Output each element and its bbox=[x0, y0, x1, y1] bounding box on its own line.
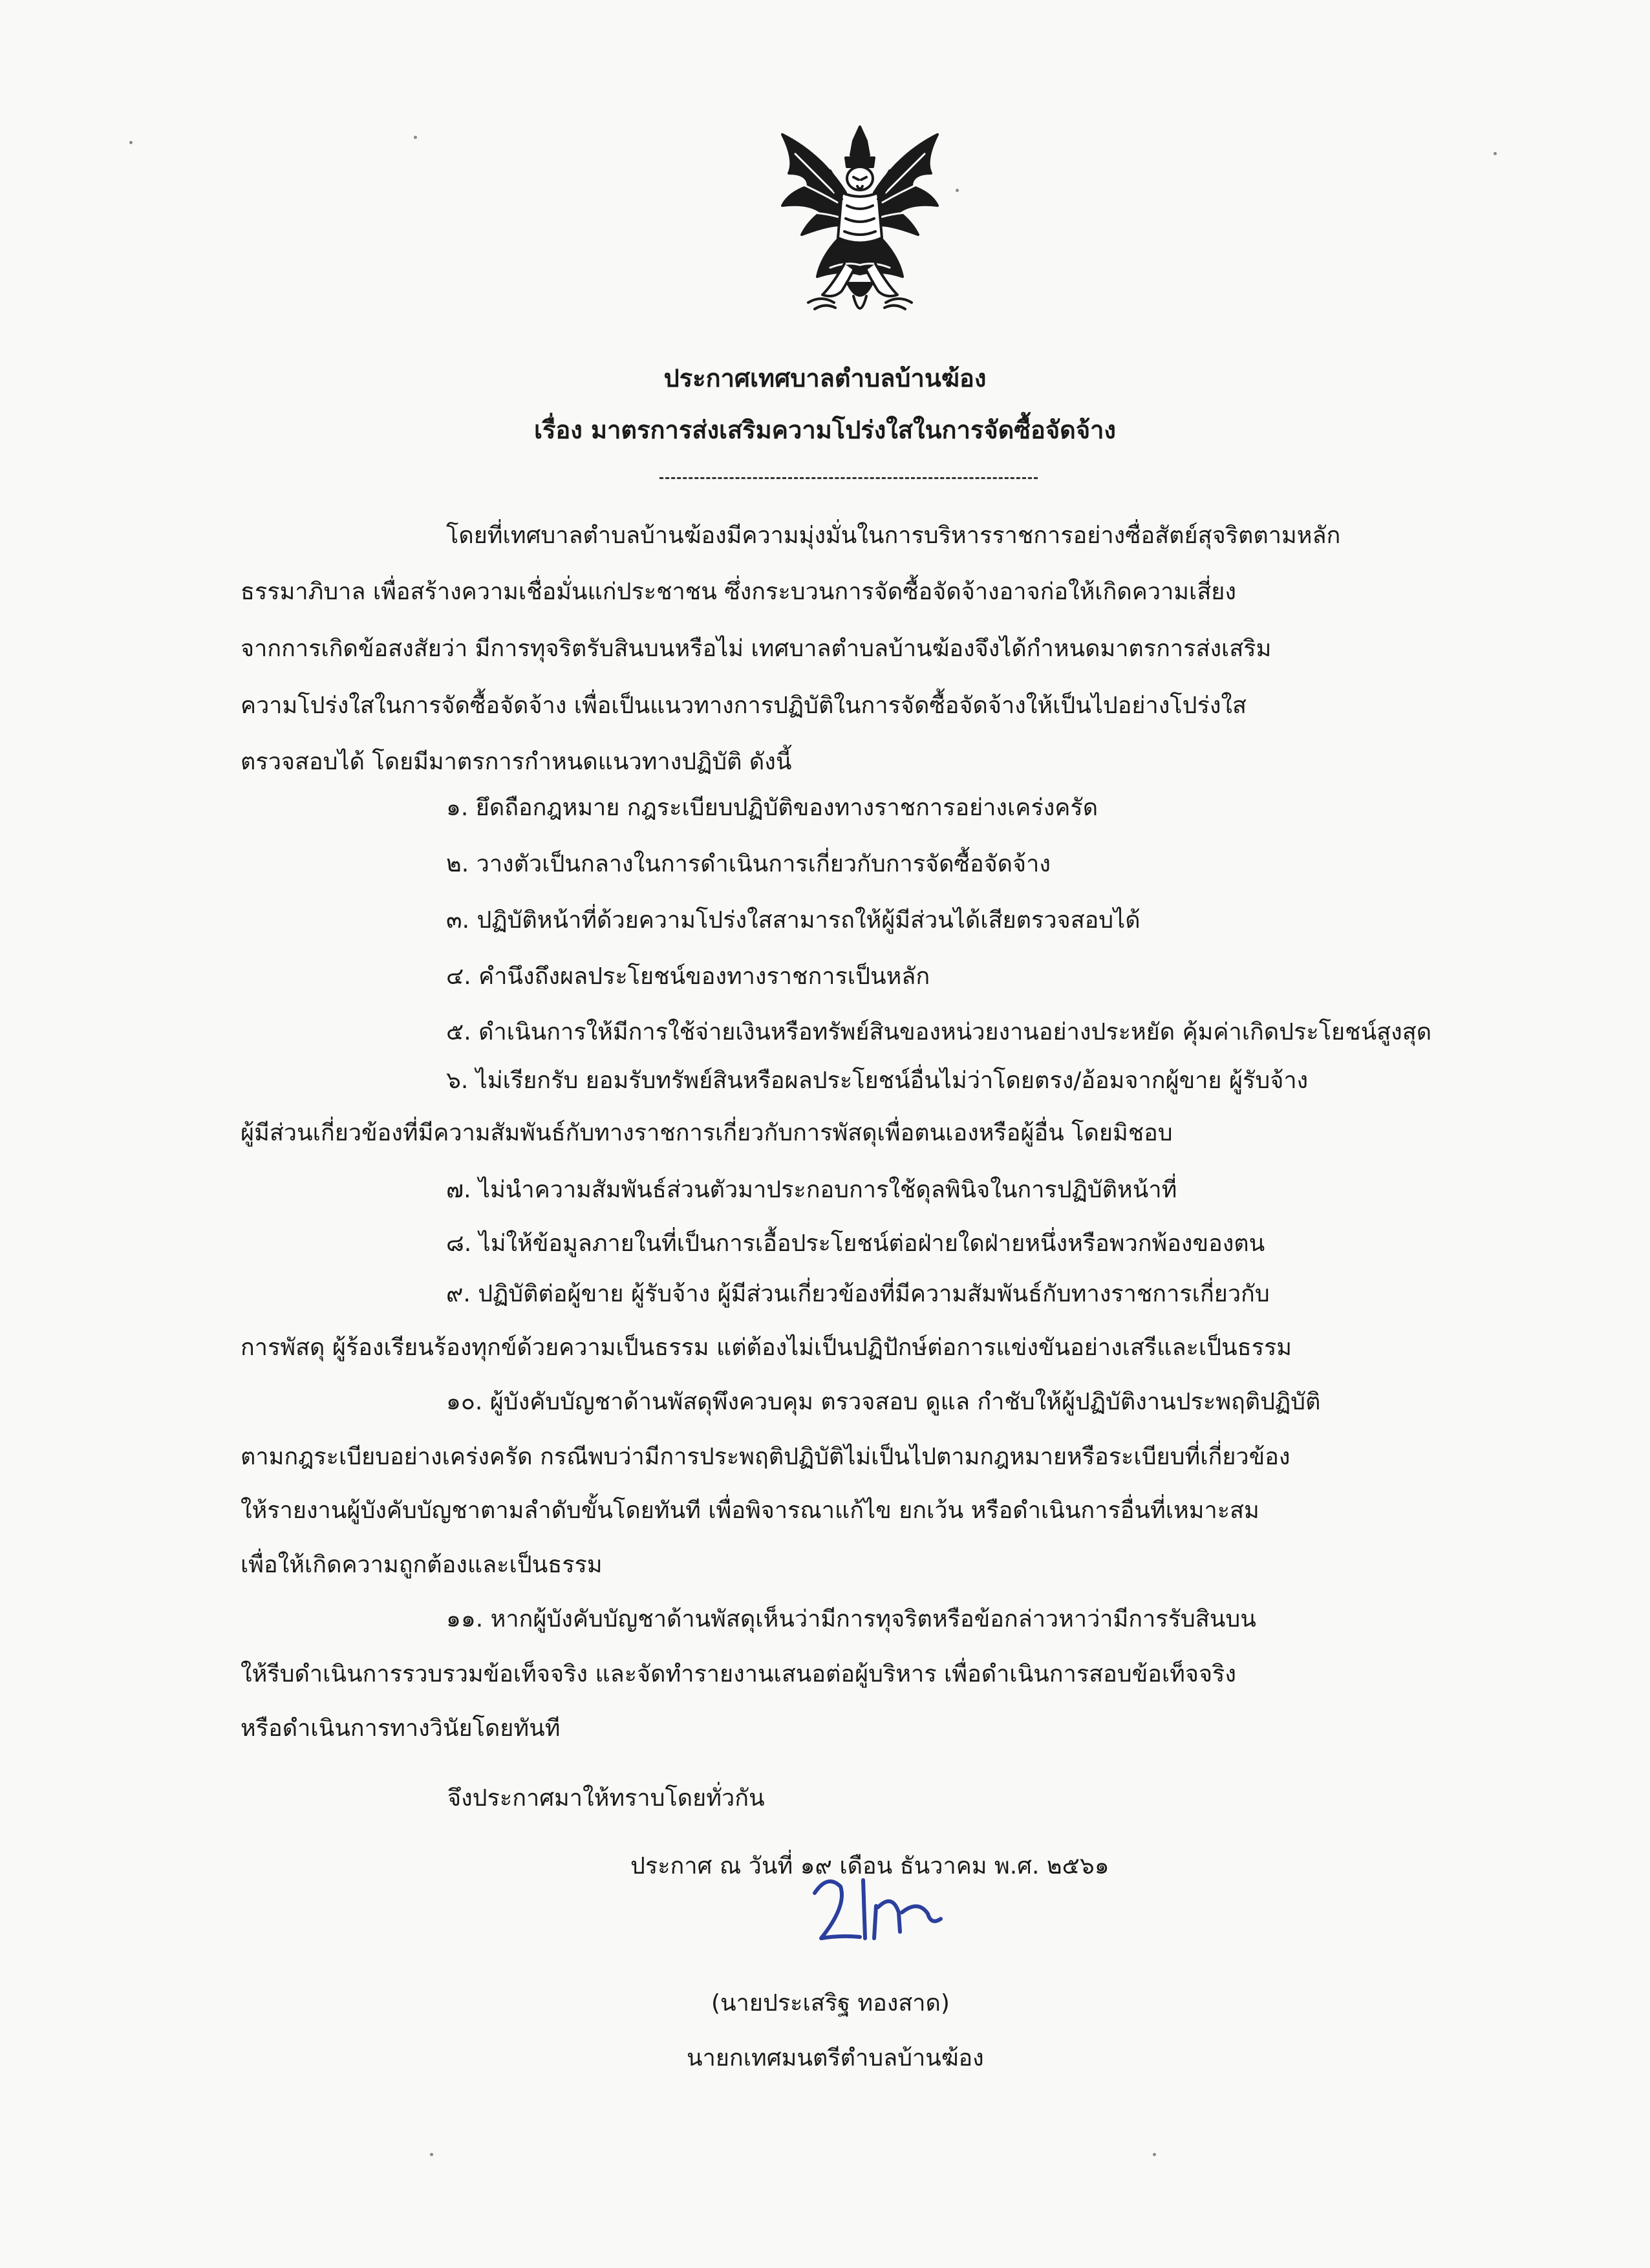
measure-item: ๓. ปฏิบัติหน้าที่ด้วยความโปร่งใสสามารถให้ผู้มีส่วนได้เสียตรวจสอบได้ bbox=[446, 907, 1141, 934]
measure-item: ๘. ไม่ให้ข้อมูลภายในที่เป็นการเอื้อประโยชน์ต่อฝ่ายใดฝ่ายหนึ่งหรือพวกพ้องของตน bbox=[446, 1230, 1265, 1257]
scan-speck bbox=[1494, 152, 1497, 155]
measure-item: ๖. ไม่เรียกรับ ยอมรับทรัพย์สินหรือผลประโยชน์อื่นไม่ว่าโดยตรง/อ้อมจากผู้ขาย ผู้รับจ้าง bbox=[446, 1067, 1309, 1094]
intro-line: ธรรมาภิบาล เพื่อสร้างความเชื่อมั่นแก่ประชาชน ซึ่งกระบวนการจัดซื้อจัดจ้างอาจก่อให้เกิดความเสี่ยง bbox=[241, 579, 1236, 605]
intro-line: โดยที่เทศบาลตำบลบ้านฆ้องมีความมุ่งมั่นในการบริหารราชการอย่างซื่อสัตย์สุจริตตามหลัก bbox=[446, 522, 1341, 549]
measure-item: ๑๐. ผู้บังคับบัญชาด้านพัสดุพึงควบคุม ตรวจสอบ ดูแล กำชับให้ผู้ปฏิบัติงานประพฤติปฏิบัติ bbox=[446, 1389, 1321, 1415]
scan-speck bbox=[129, 141, 133, 144]
scan-speck bbox=[414, 136, 417, 139]
signer-name: (นายประเสริฐ ทองสาด) bbox=[711, 1990, 950, 2017]
signer-position: นายกเทศมนตรีตำบลบ้านฆ้อง bbox=[687, 2045, 984, 2071]
measure-item: ๑๑. หากผู้บังคับบัญชาด้านพัสดุเห็นว่ามีการทุจริตหรือข้อกล่าวหาว่ามีการรับสินบน bbox=[446, 1606, 1256, 1632]
measure-continuation: ให้รายงานผู้บังคับบัญชาตามลำดับขั้นโดยทันที เพื่อพิจารณาแก้ไข ยกเว้น หรือดำเนินการอื่นที่เหมาะสม bbox=[241, 1497, 1259, 1524]
garuda-emblem-icon bbox=[763, 115, 957, 335]
announcement-subject: เรื่อง มาตรการส่งเสริมความโปร่งใสในการจัดซื้อจัดจ้าง bbox=[534, 416, 1116, 444]
title-separator bbox=[659, 477, 1038, 479]
announcement-title: ประกาศเทศบาลตำบลบ้านฆ้อง bbox=[663, 364, 987, 392]
closing-statement: จึงประกาศมาให้ทราบโดยทั่วกัน bbox=[447, 1785, 765, 1812]
measure-continuation: เพื่อให้เกิดความถูกต้องและเป็นธรรม bbox=[241, 1552, 603, 1578]
handwritten-signature bbox=[802, 1867, 957, 1958]
intro-line: จากการเกิดข้อสงสัยว่า มีการทุจริตรับสินบนหรือไม่ เทศบาลตำบลบ้านฆ้องจึงได้กำหนดมาตรการส่งเสริม bbox=[241, 636, 1272, 662]
measure-item: ๑. ยึดถือกฎหมาย กฎระเบียบปฏิบัติของทางราชการอย่างเคร่งครัด bbox=[446, 795, 1098, 821]
scan-speck bbox=[430, 2153, 433, 2156]
intro-line: ตรวจสอบได้ โดยมีมาตรการกำหนดแนวทางปฏิบัติ ดังนี้ bbox=[241, 749, 792, 775]
measure-continuation: ให้รีบดำเนินการรวบรวมข้อเท็จจริง และจัดทำรายงานเสนอต่อผู้บริหาร เพื่อดำเนินการสอบข้อเท็จจริง bbox=[241, 1661, 1236, 1687]
measure-continuation: ตามกฎระเบียบอย่างเคร่งครัด กรณีพบว่ามีการประพฤติปฏิบัติไม่เป็นไปตามกฎหมายหรือระเบียบที่เกี่ยวข้อง bbox=[241, 1444, 1291, 1470]
measure-item: ๕. ดำเนินการให้มีการใช้จ่ายเงินหรือทรัพย์สินของหน่วยงานอย่างประหยัด คุ้มค่าเกิดประโยชน์สูงสุด bbox=[446, 1019, 1432, 1045]
measure-item: ๗. ไม่นำความสัมพันธ์ส่วนตัวมาประกอบการใช้ดุลพินิจในการปฏิบัติหน้าที่ bbox=[446, 1177, 1177, 1203]
measure-item: ๙. ปฏิบัติต่อผู้ขาย ผู้รับจ้าง ผู้มีส่วนเกี่ยวข้องที่มีความสัมพันธ์กับทางราชการเกี่ยวกับ bbox=[446, 1281, 1270, 1307]
measure-item: ๒. วางตัวเป็นกลางในการดำเนินการเกี่ยวกับการจัดซื้อจัดจ้าง bbox=[446, 851, 1051, 877]
measure-continuation: ผู้มีส่วนเกี่ยวข้องที่มีความสัมพันธ์กับทางราชการเกี่ยวกับการพัสดุเพื่อตนเองหรือผู้อื่น โดยมิชอบ bbox=[241, 1120, 1173, 1146]
scan-speck bbox=[1153, 2153, 1156, 2156]
intro-line: ความโปร่งใสในการจัดซื้อจัดจ้าง เพื่อเป็นแนวทางการปฏิบัติในการจัดซื้อจัดจ้างให้เป็นไปอย่างโปร่งใส bbox=[241, 692, 1247, 719]
measure-item: ๔. คำนึงถึงผลประโยชน์ของทางราชการเป็นหลัก bbox=[446, 963, 930, 990]
scan-speck bbox=[956, 189, 959, 192]
measure-continuation: การพัสดุ ผู้ร้องเรียนร้องทุกข์ด้วยความเป็นธรรม แต่ต้องไม่เป็นปฏิปักษ์ต่อการแข่งขันอย่างเสรีและเป็นธรรม bbox=[241, 1334, 1292, 1361]
measure-continuation: หรือดำเนินการทางวินัยโดยทันที bbox=[241, 1715, 561, 1742]
announcement-date: ประกาศ ณ วันที่ ๑๙ เดือน ธันวาคม พ.ศ. ๒๕๖๑ bbox=[630, 1853, 1109, 1879]
